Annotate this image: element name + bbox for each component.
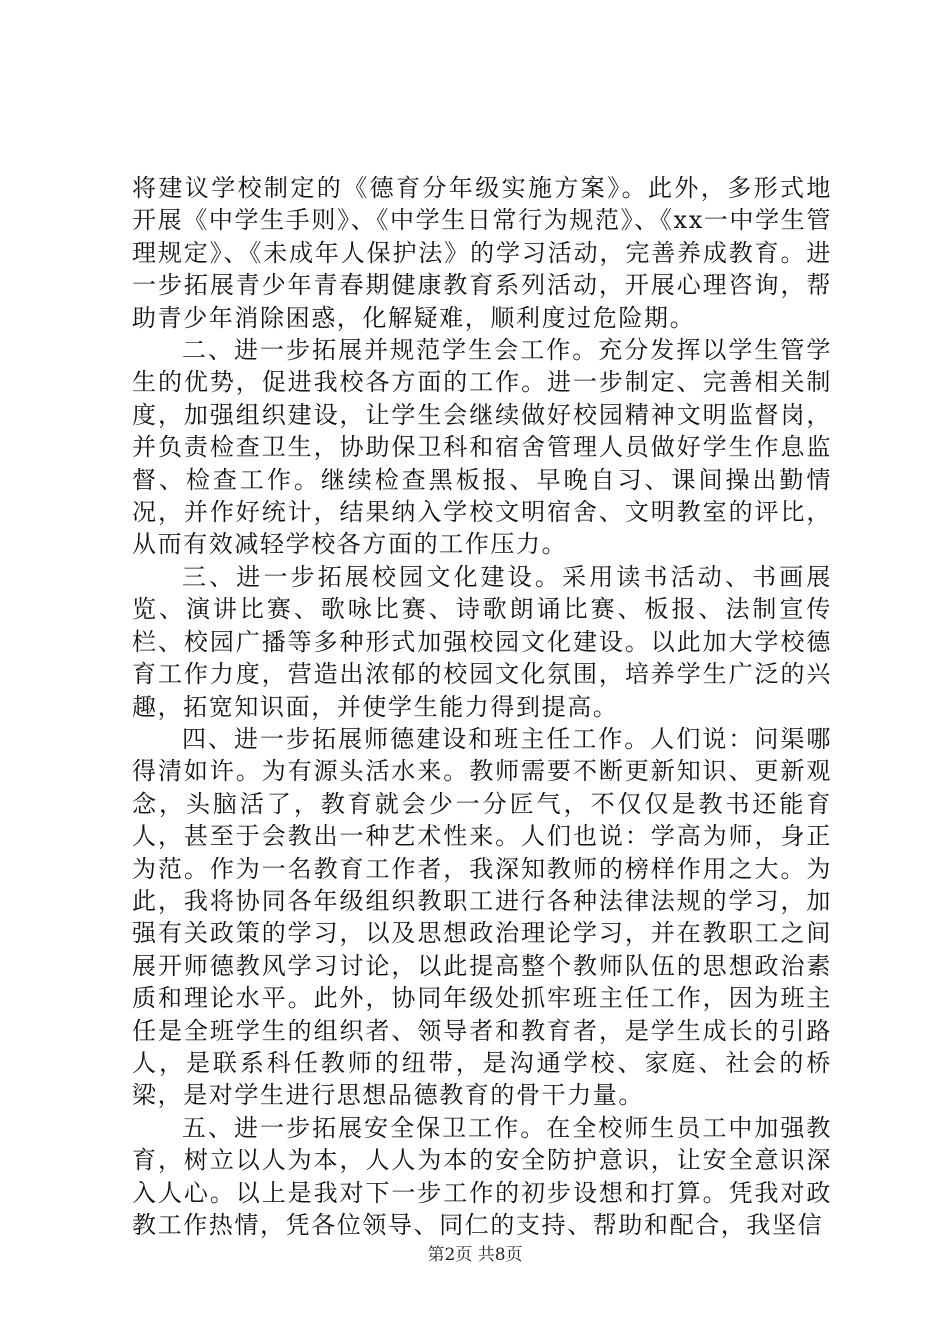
paragraph-4: 四、进一步拓展师德建设和班主任工作。人们说：问渠哪得清如许。为有源头活水来。教师需要不断更新知识、更新观念，头脑活了，教育就会少一分匠气，不仅仅是教书还能育人，甚至于会教出一种艺术性来。人们也说：学高为师，身正为范。作为一名教育工作者，我深知教师的榜样作用之大。为此，我将协同各年级组织教职工进行各种法律法规的学习，加强有关政策的学习，以及思想政治理论学习，并在教职工之间展开师德教风学习讨论，以此提高整个教师队伍的思想政治素质和理论水平。此外，协同年级处抓牢班主任工作，因为班主任是全班学生的组织者、领导者和教育者，是学生成长的引路人，是联系科任教师的纽带，是沟通学校、家庭、社会的桥梁，是对学生进行思想品德教育的骨干力量。 [132,724,832,1110]
page-number-footer: 第2页 共8页 [427,1245,523,1265]
document-body [132,172,832,1241]
paragraph-2: 二、进一步拓展并规范学生会工作。充分发挥以学生管学生的优势，促进我校各方面的工作。进一步制定、完善相关制度，加强组织建设，让学生会继续做好校园精神文明监督岗，并负责检查卫生，协助保卫科和宿舍管理人员做好学生作息监督、检查工作。继续检查黑板报、早晚自习、课间操出勤情况，并作好统计，结果纳入学校文明宿舍、文明教室的评比，从而有效减轻学校各方面的工作压力。 [132,336,832,559]
paragraph-1: 将建议学校制定的《德育分年级实施方案》。此外，多形式地开展《中学生手则》、《中学生日常行为规范》、《xx一中学生管理规定》、《未成年人保护法》的学习活动，完善养成教育。进一步拓展青少年青春期健康教育系列活动，开展心理咨询，帮助青少年消除困惑，化解疑难，顺利度过危险期。 [132,174,832,332]
paragraph-5: 五、进一步拓展安全保卫工作。在全校师生员工中加强教育，树立以人为本，人人为本的安全防护意识，让安全意识深入人心。以上是我对下一步工作的初步设想和打算。凭我对政教工作热情，凭各位领导、同仁的支持、帮助和配合，我坚信 [132,1113,832,1239]
paragraph-3: 三、进一步拓展校园文化建设。采用读书活动、书画展览、演讲比赛、歌咏比赛、诗歌朗诵比赛、板报、法制宣传栏、校园广播等多种形式加强校园文化建设。以此加大学校德育工作力度，营造出浓郁的校园文化氛围，培养学生广泛的兴趣，拓宽知识面，并使学生能力得到提高。 [132,562,832,721]
